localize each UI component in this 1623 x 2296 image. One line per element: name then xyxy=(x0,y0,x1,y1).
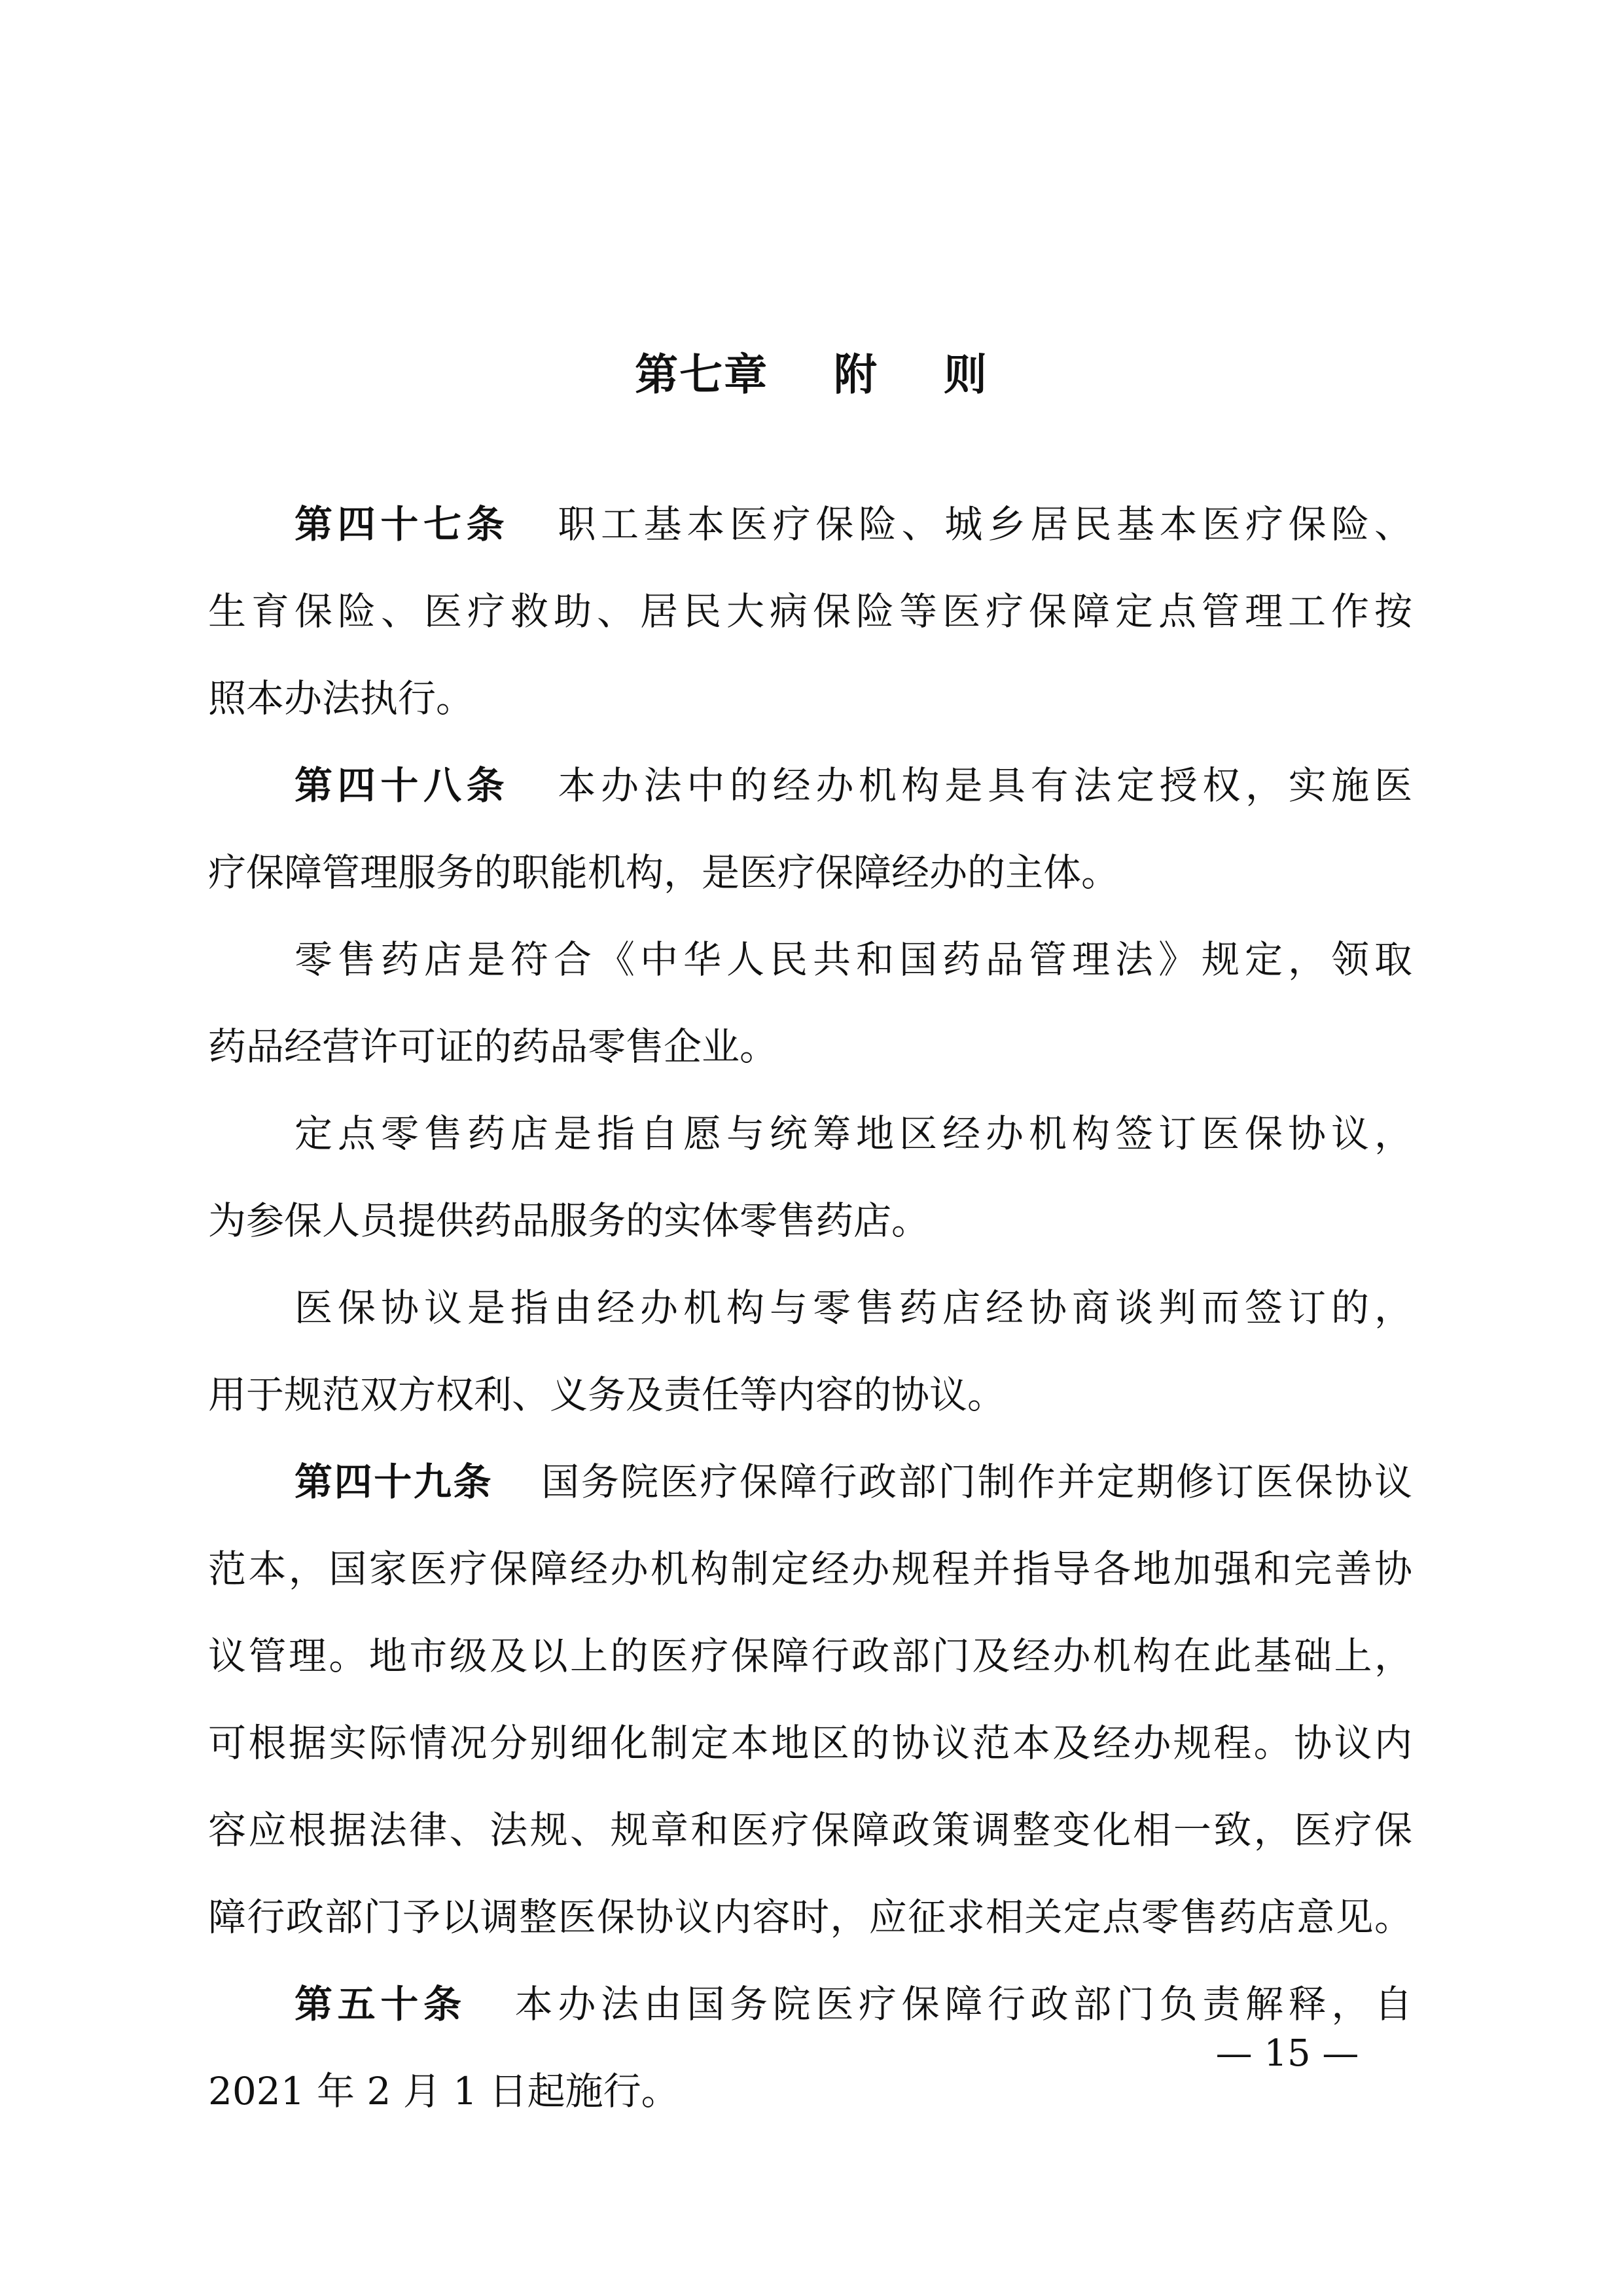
article-48-line-2 xyxy=(208,829,1412,916)
article-48-label: 第四十八条 xyxy=(294,763,510,808)
article-48-line-1 xyxy=(208,742,1412,829)
paragraph-designated-pharmacy-line-1 xyxy=(208,1090,1412,1177)
paragraph-retail-pharmacy-text-2: 药品经营许可证的药品零售企业。 xyxy=(208,1024,778,1069)
article-49-line-6 xyxy=(208,1874,1412,1961)
article-49-text-5: 容应根据法律、法规、规章和医疗保障政策调整变化相一致，医疗保 xyxy=(208,1808,1412,1852)
article-49-text-2: 范本，国家医疗保障经办机构制定经办规程并指导各地加强和完善协 xyxy=(208,1547,1412,1591)
article-49-text-4: 可根据实际情况分别细化制定本地区的协议范本及经办规程。协议内 xyxy=(208,1721,1412,1765)
paragraph-retail-pharmacy-text-1: 零售药店是符合《中华人民共和国药品管理法》规定，领取 xyxy=(294,937,1412,982)
article-47-text-2: 生育保险、医疗救助、居民大病保险等医疗保障定点管理工作按 xyxy=(208,589,1412,634)
chapter-title: 第七章 附 则 xyxy=(635,350,988,400)
paragraph-agreement-text-2: 用于规范双方权利、义务及责任等内容的协议。 xyxy=(208,1372,1006,1417)
article-47-line-1 xyxy=(208,481,1412,568)
paragraph-agreement-line-1 xyxy=(208,1265,1412,1352)
article-47-line-2 xyxy=(208,568,1412,655)
paragraph-designated-pharmacy-line-2 xyxy=(208,1177,1412,1265)
article-47-text-3: 照本办法执行。 xyxy=(208,676,474,721)
article-49-label: 第四十九条 xyxy=(294,1460,493,1504)
article-49-text-6: 障行政部门予以调整医保协议内容时，应征求相关定点零售药店意见。 xyxy=(208,1895,1412,1939)
article-47-label: 第四十七条 xyxy=(294,502,510,547)
paragraph-retail-pharmacy-line-2 xyxy=(208,1003,1412,1090)
article-49-text-3: 议管理。地市级及以上的医疗保障行政部门及经办机构在此基础上， xyxy=(208,1634,1412,1678)
article-50-text-2: 2021 年 2 月 1 日起施行。 xyxy=(208,2069,679,2113)
article-49-text-1: 国务院医疗保障行政部门制作并定期修订医保协议 xyxy=(541,1460,1412,1504)
article-49-line-3 xyxy=(208,1613,1412,1700)
paragraph-retail-pharmacy-line-1 xyxy=(208,916,1412,1003)
page-number: — 15 — xyxy=(1215,2032,1359,2075)
document-body xyxy=(208,481,1412,2135)
article-49-line-2 xyxy=(208,1526,1412,1613)
article-47-text-1: 职工基本医疗保险、城乡居民基本医疗保险、 xyxy=(558,502,1412,547)
article-48-text-2: 疗保障管理服务的职能机构，是医疗保障经办的主体。 xyxy=(208,850,1120,895)
paragraph-agreement-line-2 xyxy=(208,1352,1412,1439)
article-49-line-4 xyxy=(208,1700,1412,1787)
article-50-text-1: 本办法由国务院医疗保障行政部门负责解释，自 xyxy=(514,1982,1412,2026)
article-49-line-5 xyxy=(208,1787,1412,1874)
paragraph-designated-pharmacy-text-2: 为参保人员提供药品服务的实体零售药店。 xyxy=(208,1198,930,1243)
article-50-label: 第五十条 xyxy=(294,1982,467,2026)
article-48-text-1: 本办法中的经办机构是具有法定授权，实施医 xyxy=(558,763,1412,808)
paragraph-designated-pharmacy-text-1: 定点零售药店是指自愿与统筹地区经办机构签订医保协议， xyxy=(294,1111,1412,1156)
article-47-line-3 xyxy=(208,655,1412,742)
paragraph-agreement-text-1: 医保协议是指由经办机构与零售药店经协商谈判而签订的， xyxy=(294,1285,1412,1330)
article-49-line-1 xyxy=(208,1439,1412,1526)
